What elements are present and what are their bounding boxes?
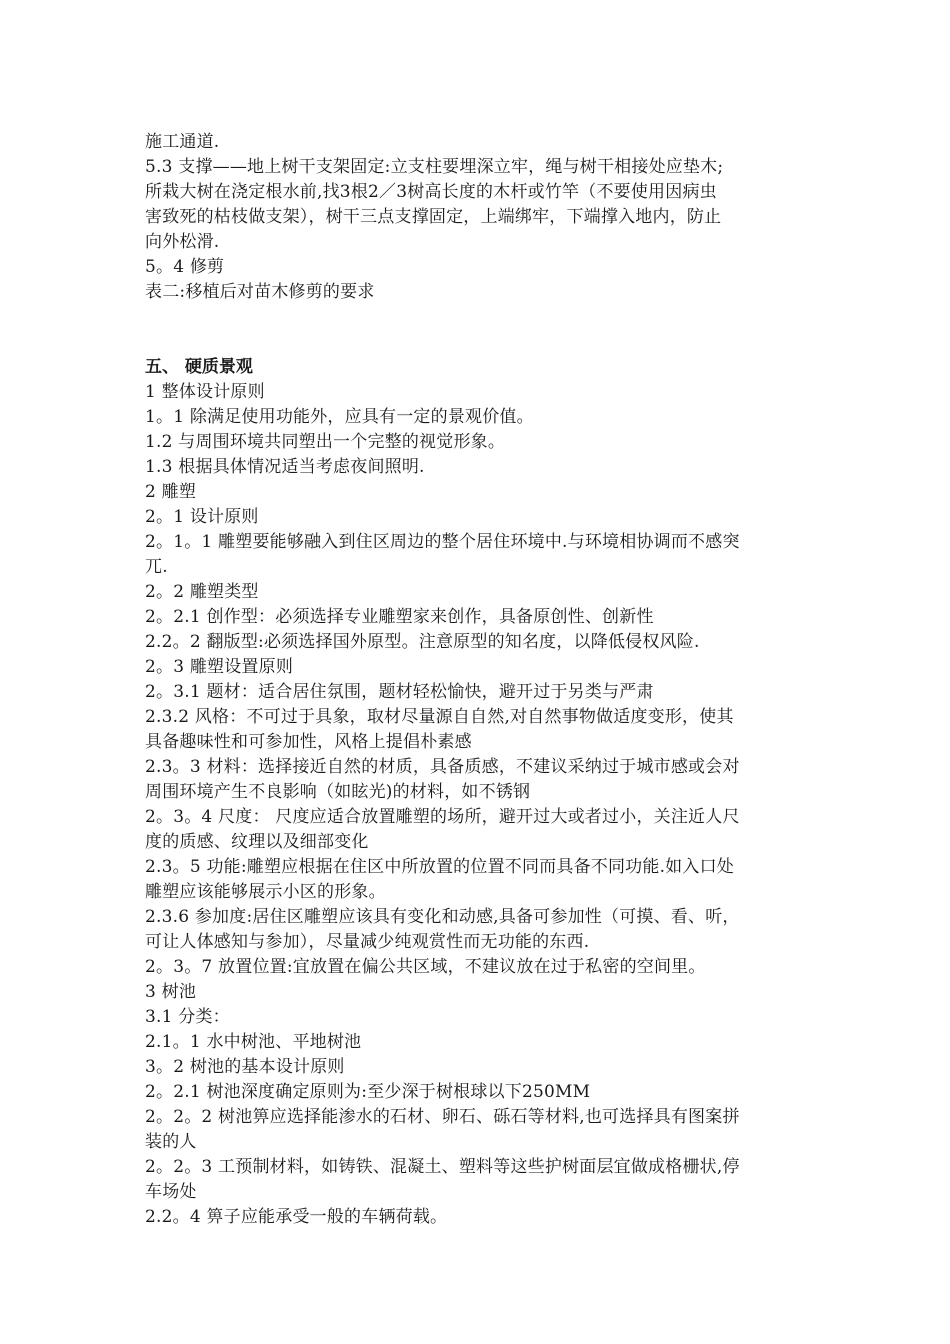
text-line: 雕塑应该能够展示小区的形象。	[145, 882, 386, 902]
text-line: 兀.	[145, 557, 168, 577]
text-line: 施工通道.	[145, 132, 220, 152]
text-line: 2。1。1 雕塑要能够融入到住区周边的整个居住环境中.与环境相协调而不感突	[145, 532, 740, 552]
text-line: 2。2。2 树池箅应选择能渗水的石材、卵石、砾石等材料,也可选择具有图案拼	[145, 1107, 740, 1127]
text-line: 2 雕塑	[145, 482, 197, 502]
text-line: 5。4 修剪	[145, 257, 225, 277]
text-line: 害致死的枯枝做支架），树干三点支撑固定，上端绑牢，下端撑入地内，防止	[145, 207, 722, 227]
text-line: 2.3.6 参加度:居住区雕塑应该具有变化和动感,具备可参加性（可摸、看、听，	[145, 907, 740, 927]
text-line: 3 树池	[145, 982, 197, 1002]
text-line: 2。3 雕塑设置原则	[145, 657, 294, 677]
text-line: 2.2。2 翻版型:必须选择国外原型。注意原型的知名度，以降低侵权风险.	[145, 632, 700, 652]
text-line: 2。3.1 题材：适合居住氛围，题材轻松愉快，避开过于另类与严肃	[145, 682, 654, 702]
text-line: 2。2 雕塑类型	[145, 582, 259, 602]
text-line: 车场处	[145, 1182, 197, 1202]
text-line: 2。1 设计原则	[145, 507, 259, 527]
text-line: 2.3.2 风格：不可过于具象，取材尽量源自自然,对自然事物做适度变形，使其	[145, 707, 734, 727]
text-line: 2.2。4 箅子应能承受一般的车辆荷载。	[145, 1207, 448, 1227]
text-line: 2。2。3 工预制材料，如铸铁、混凝土、塑料等这些护树面层宜做成格栅状,停	[145, 1157, 740, 1177]
text-line: 度的质感、纹理以及细部变化	[145, 832, 369, 852]
top-text-block	[145, 130, 813, 305]
text-line: 2。3。4 尺度： 尺度应适合放置雕塑的场所，避开过大或者过小，关注近人尺	[145, 807, 740, 827]
text-line: 2.3。3 材料：选择接近自然的材质，具备质感，不建议采纳过于城市感或会对	[145, 757, 740, 777]
blank-gap	[145, 305, 813, 355]
text-line: 5.3 支撑——地上树干支架固定:立支柱要埋深立牢，绳与树干相接处应垫木;	[145, 157, 724, 177]
text-line: 可让人体感知与参加），尽量减少纯观赏性而无功能的东西.	[145, 932, 590, 952]
section-heading: 五、 硬质景观	[145, 357, 253, 377]
body-text-block	[145, 380, 813, 1230]
text-line: 所栽大树在浇定根水前,找3根2／3树高长度的木杆或竹竿（不要使用因病虫	[145, 182, 717, 202]
text-line: 向外松滑.	[145, 232, 220, 252]
text-line: 2。2.1 创作型：必须选择专业雕塑家来创作，具备原创性、创新性	[145, 607, 654, 627]
text-line: 装的人	[145, 1132, 197, 1152]
text-line: 周围环境产生不良影响（如眩光)的材料，如不锈钢	[145, 782, 531, 802]
text-line: 3。2 树池的基本设计原则	[145, 1057, 345, 1077]
text-line: 2。3。7 放置位置:宜放置在偏公共区域，不建议放在过于私密的空间里。	[145, 957, 706, 977]
text-line: 2。2.1 树池深度确定原则为:至少深于树根球以下250MM	[145, 1082, 591, 1102]
text-line: 1.3 根据具体情况适当考虑夜间照明.	[145, 457, 425, 477]
text-line: 具备趣味性和可参加性，风格上提倡朴素感	[145, 732, 472, 752]
text-line: 1。1 除满足使用功能外，应具有一定的景观价值。	[145, 407, 534, 427]
text-line: 3.1 分类：	[145, 1007, 230, 1027]
text-line: 表二:移植后对苗木修剪的要求	[145, 282, 375, 302]
text-line: 1.2 与周围环境共同塑出一个完整的视觉形象。	[145, 432, 506, 452]
text-line: 1 整体设计原则	[145, 382, 265, 402]
document-page	[145, 130, 813, 1230]
text-line: 2.3。5 功能:雕塑应根据在住区中所放置的位置不同而具备不同功能.如入口处	[145, 857, 734, 877]
text-line: 2.1。1 水中树池、平地树池	[145, 1032, 362, 1052]
